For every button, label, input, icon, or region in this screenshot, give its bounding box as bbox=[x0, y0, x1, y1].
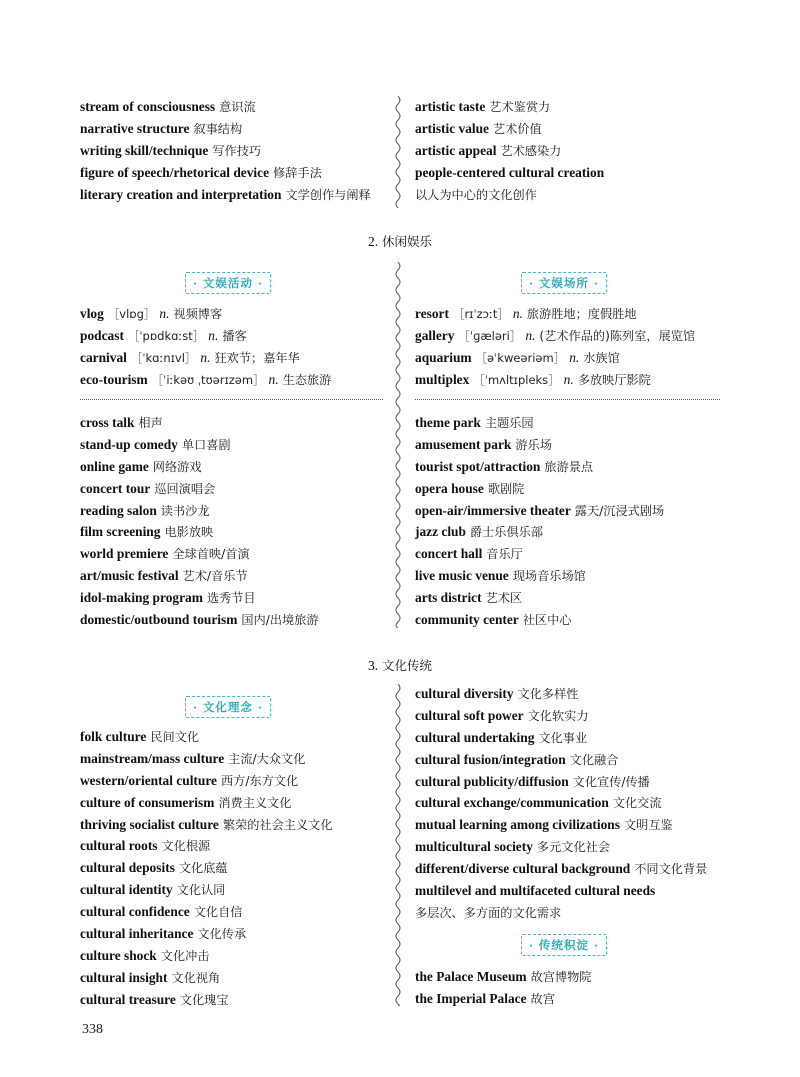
vocab-entry bbox=[80, 369, 380, 391]
vocab-entry bbox=[415, 543, 735, 565]
term-phonetic: ［ˈiːkəʊ ˌtʊərɪzəm］ bbox=[151, 372, 265, 387]
term-english: culture shock bbox=[80, 947, 157, 963]
vocab-entry bbox=[415, 814, 735, 836]
term-chinese: 电影放映 bbox=[164, 525, 214, 540]
term-chinese: 西方/东方文化 bbox=[220, 773, 299, 788]
vocab-entry bbox=[80, 96, 380, 118]
term-english: artistic taste bbox=[415, 99, 486, 114]
term-chinese: 文化交流 bbox=[612, 796, 662, 811]
term-chinese: 文化软实力 bbox=[527, 708, 589, 723]
vocab-entry bbox=[415, 880, 735, 902]
vocab-entry bbox=[415, 456, 735, 478]
term-chinese: 繁荣的社会主义文化 bbox=[222, 817, 333, 832]
term-english: multilevel and multifaceted cultural needs bbox=[415, 883, 656, 899]
category-label-cultural-concepts bbox=[185, 696, 271, 718]
section1-right-list bbox=[415, 96, 735, 205]
term-chinese: 现场音乐场馆 bbox=[512, 569, 586, 584]
vocab-entry bbox=[415, 858, 735, 880]
vocab-entry bbox=[415, 727, 735, 749]
term-english: cross talk bbox=[80, 415, 135, 430]
column-divider-squiggle bbox=[393, 684, 403, 1006]
term-chinese: 消费主义文化 bbox=[218, 795, 292, 810]
section3-right-top-list bbox=[415, 683, 735, 924]
term-english: culture of consumerism bbox=[80, 794, 215, 810]
term-part-of-speech: n. bbox=[525, 327, 536, 343]
term-english: cultural identity bbox=[80, 882, 173, 898]
term-english: carnival bbox=[80, 349, 127, 365]
term-phonetic: ［əˈkweəriəm］ bbox=[475, 350, 566, 365]
category-label-entertainment-venues bbox=[521, 272, 607, 294]
term-chinese: 网络游戏 bbox=[152, 459, 202, 474]
term-chinese: 文化融合 bbox=[569, 752, 619, 767]
term-english: cultural soft power bbox=[415, 707, 524, 723]
term-chinese: 狂欢节；嘉年华 bbox=[214, 350, 300, 365]
term-english: multiplex bbox=[415, 371, 470, 387]
term-chinese: 艺术鉴赏力 bbox=[489, 100, 551, 114]
vocab-entry bbox=[80, 521, 380, 543]
column-divider-squiggle bbox=[393, 262, 403, 628]
page-number: 338 bbox=[82, 1022, 103, 1037]
vocab-entry bbox=[80, 879, 380, 901]
term-chinese: 文化冲击 bbox=[160, 948, 210, 963]
vocab-entry bbox=[415, 749, 735, 771]
term-chinese: 选秀节目 bbox=[206, 591, 256, 606]
vocab-entry bbox=[80, 792, 380, 814]
term-english: the Imperial Palace bbox=[415, 990, 527, 1006]
bullet-dot-icon: · bbox=[529, 279, 534, 290]
term-part-of-speech: n. bbox=[159, 306, 170, 321]
dotted-divider bbox=[80, 399, 383, 400]
term-chinese: 文明互鉴 bbox=[623, 818, 673, 833]
vocab-entry bbox=[80, 989, 380, 1011]
vocab-entry bbox=[80, 456, 380, 478]
term-english: domestic/outbound tourism bbox=[80, 612, 238, 628]
dotted-divider bbox=[415, 399, 720, 400]
term-chinese: 单口喜剧 bbox=[181, 437, 231, 452]
term-english: cultural fusion/integration bbox=[415, 751, 566, 767]
vocab-entry bbox=[80, 901, 380, 923]
vocab-entry bbox=[415, 565, 735, 587]
term-chinese: 全球首映/首演 bbox=[172, 547, 250, 562]
vocab-entry bbox=[415, 609, 735, 631]
vocab-entry bbox=[415, 988, 735, 1010]
term-chinese: 文化宣传/传播 bbox=[572, 774, 650, 789]
term-chinese: 文化事业 bbox=[538, 730, 588, 745]
term-english: people-centered cultural creation bbox=[415, 164, 605, 180]
term-chinese: 多元文化社会 bbox=[536, 840, 611, 855]
category-label-entertainment-activities bbox=[185, 272, 271, 294]
term-english: artistic value bbox=[415, 120, 490, 136]
term-english: concert tour bbox=[80, 480, 151, 496]
term-english: theme park bbox=[415, 415, 481, 430]
term-part-of-speech: n. bbox=[200, 349, 211, 365]
section2-right-top-list bbox=[415, 303, 735, 391]
term-chinese: 写作技巧 bbox=[212, 143, 262, 158]
term-part-of-speech: n. bbox=[268, 371, 279, 387]
term-english: film screening bbox=[80, 524, 161, 540]
term-english: folk culture bbox=[80, 729, 147, 744]
term-english: resort bbox=[415, 306, 449, 321]
term-chinese: 水族馆 bbox=[583, 350, 620, 365]
term-chinese: 文化视角 bbox=[171, 970, 221, 985]
vocab-entry bbox=[80, 434, 380, 456]
section2-left-bottom-list bbox=[80, 412, 380, 631]
term-chinese: 艺术价值 bbox=[493, 121, 542, 136]
category-text: 文娱场所 bbox=[538, 276, 589, 290]
vocab-entry bbox=[415, 162, 735, 184]
term-chinese: 艺术感染力 bbox=[500, 143, 562, 158]
term-phonetic: ［ˈkɑːnɪvl］ bbox=[130, 350, 197, 365]
term-english: narrative structure bbox=[80, 120, 190, 136]
vocab-entry bbox=[80, 184, 380, 206]
term-english: stream of consciousness bbox=[80, 99, 216, 114]
section2-title bbox=[0, 232, 800, 250]
term-chinese: 以人为中心的文化创作 bbox=[415, 187, 537, 202]
vocab-entry bbox=[415, 369, 735, 391]
term-english: amusement park bbox=[415, 436, 512, 452]
term-english: mainstream/mass culture bbox=[80, 750, 225, 766]
term-english: online game bbox=[80, 458, 149, 474]
vocab-entry bbox=[415, 792, 735, 814]
category-text: 文化理念 bbox=[202, 700, 253, 714]
term-english: cultural publicity/diffusion bbox=[415, 773, 569, 789]
vocab-entry bbox=[80, 857, 380, 879]
vocab-entry bbox=[415, 478, 735, 500]
term-chinese: 文化多样性 bbox=[517, 687, 579, 701]
vocab-entry bbox=[80, 587, 380, 609]
category-text: 文娱活动 bbox=[202, 276, 253, 290]
section3-title bbox=[0, 656, 800, 674]
term-chinese: 文化瑰宝 bbox=[179, 992, 229, 1007]
vocab-entry bbox=[80, 923, 380, 945]
term-english: cultural insight bbox=[80, 969, 168, 985]
vocab-entry bbox=[415, 587, 735, 609]
vocab-entry bbox=[415, 902, 735, 924]
term-english: gallery bbox=[415, 327, 455, 343]
term-english: western/oriental culture bbox=[80, 772, 217, 788]
vocab-entry bbox=[80, 412, 380, 434]
section3-number: 3. bbox=[367, 658, 379, 673]
term-english: community center bbox=[415, 612, 519, 628]
vocab-entry bbox=[415, 347, 735, 369]
vocab-entry bbox=[80, 835, 380, 857]
term-chinese: 生态旅游 bbox=[282, 372, 332, 387]
section3-heading: 文化传统 bbox=[382, 658, 433, 673]
vocab-entry bbox=[80, 814, 380, 836]
term-chinese: 故宫 bbox=[530, 991, 555, 1006]
term-english: artistic appeal bbox=[415, 142, 497, 158]
term-english: writing skill/technique bbox=[80, 142, 209, 158]
vocab-entry bbox=[415, 836, 735, 858]
section2-number: 2. bbox=[367, 234, 379, 249]
term-chinese: 旅游景点 bbox=[544, 459, 594, 474]
term-chinese: 文化认同 bbox=[176, 883, 226, 898]
term-english: cultural diversity bbox=[415, 686, 514, 701]
term-part-of-speech: n. bbox=[569, 349, 580, 365]
term-english: podcast bbox=[80, 327, 124, 343]
term-part-of-speech: n. bbox=[208, 327, 219, 343]
term-english: cultural treasure bbox=[80, 991, 176, 1007]
term-english: tourist spot/attraction bbox=[415, 458, 541, 474]
vocab-entry bbox=[415, 771, 735, 793]
term-chinese: 艺术/音乐节 bbox=[182, 569, 248, 584]
vocab-entry bbox=[80, 565, 380, 587]
term-chinese: 文学创作与阐释 bbox=[285, 187, 371, 202]
term-phonetic: ［ˈmʌltɪpleks］ bbox=[473, 372, 560, 387]
term-part-of-speech: n. bbox=[512, 306, 523, 321]
category-text: 传统积淀 bbox=[538, 938, 589, 952]
term-english: vlog bbox=[80, 306, 104, 321]
category-label-traditional-heritage bbox=[521, 934, 607, 956]
term-chinese: 叙事结构 bbox=[193, 121, 243, 136]
term-english: cultural confidence bbox=[80, 904, 190, 920]
term-english: art/music festival bbox=[80, 568, 179, 584]
section3-right-bottom-list bbox=[415, 966, 735, 1010]
term-english: mutual learning among civilizations bbox=[415, 817, 620, 833]
term-chinese: (艺术作品的)陈列室，展览馆 bbox=[539, 328, 696, 343]
term-english: cultural inheritance bbox=[80, 926, 194, 942]
term-english: world premiere bbox=[80, 546, 169, 562]
term-english: cultural roots bbox=[80, 838, 158, 854]
term-phonetic: ［ˈɡæləri］ bbox=[458, 328, 522, 343]
term-english: open-air/immersive theater bbox=[415, 502, 571, 518]
term-chinese: 歌剧院 bbox=[487, 481, 525, 496]
term-chinese: 露天/沉浸式剧场 bbox=[574, 503, 665, 518]
term-chinese: 视频博客 bbox=[173, 307, 223, 321]
term-english: multicultural society bbox=[415, 839, 533, 855]
bullet-dot-icon: · bbox=[257, 703, 263, 714]
vocab-entry bbox=[80, 303, 380, 325]
vocab-entry bbox=[80, 325, 380, 347]
section3-left-list bbox=[80, 726, 380, 1011]
vocab-entry bbox=[80, 500, 380, 522]
term-chinese: 主题乐园 bbox=[484, 416, 534, 430]
term-english: concert hall bbox=[415, 546, 483, 562]
vocab-entry bbox=[415, 434, 735, 456]
vocab-entry bbox=[415, 412, 735, 434]
term-english: reading salon bbox=[80, 502, 157, 518]
term-english: opera house bbox=[415, 480, 484, 496]
term-english: cultural undertaking bbox=[415, 729, 535, 745]
term-chinese: 文化自信 bbox=[193, 905, 243, 920]
vocab-entry bbox=[80, 967, 380, 989]
term-chinese: 多层次、多方面的文化需求 bbox=[415, 905, 562, 920]
section2-right-bottom-list bbox=[415, 412, 735, 631]
section2-left-top-list bbox=[80, 303, 380, 391]
bullet-dot-icon: · bbox=[193, 279, 198, 290]
vocab-entry bbox=[80, 726, 380, 748]
vocab-entry bbox=[415, 325, 735, 347]
vocab-entry bbox=[415, 184, 735, 206]
section2-heading: 休闲娱乐 bbox=[382, 234, 433, 249]
term-chinese: 修辞手法 bbox=[273, 165, 322, 180]
term-chinese: 社区中心 bbox=[522, 613, 572, 628]
term-chinese: 意识流 bbox=[219, 100, 256, 114]
term-phonetic: ［rɪˈzɔːt］ bbox=[452, 307, 509, 321]
vocab-entry bbox=[415, 966, 735, 988]
term-english: cultural exchange/communication bbox=[415, 795, 609, 811]
vocab-entry bbox=[80, 118, 380, 140]
bullet-dot-icon: · bbox=[593, 941, 599, 952]
section1-left-list bbox=[80, 96, 380, 205]
vocab-entry bbox=[80, 162, 380, 184]
term-english: live music venue bbox=[415, 568, 509, 584]
vocab-entry bbox=[80, 478, 380, 500]
term-english: the Palace Museum bbox=[415, 969, 527, 984]
vocab-entry bbox=[80, 347, 380, 369]
vocab-entry bbox=[80, 945, 380, 967]
term-chinese: 文化根源 bbox=[161, 839, 211, 854]
bullet-dot-icon: · bbox=[257, 279, 263, 290]
term-chinese: 播客 bbox=[222, 328, 247, 343]
vocab-entry bbox=[415, 118, 735, 140]
vocab-entry bbox=[415, 521, 735, 543]
term-part-of-speech: n. bbox=[563, 371, 574, 387]
term-phonetic: ［vlɒg］ bbox=[107, 307, 156, 321]
term-chinese: 民间文化 bbox=[150, 730, 200, 744]
term-chinese: 文化底蕴 bbox=[178, 861, 228, 876]
term-chinese: 文化传承 bbox=[197, 927, 247, 942]
term-english: figure of speech/rhetorical device bbox=[80, 164, 270, 180]
term-chinese: 相声 bbox=[138, 416, 163, 430]
term-chinese: 不同文化背景 bbox=[634, 862, 708, 877]
term-english: eco-tourism bbox=[80, 371, 148, 387]
vocab-entry bbox=[415, 96, 735, 118]
term-english: different/diverse cultural background bbox=[415, 861, 631, 877]
vocab-entry bbox=[80, 543, 380, 565]
vocab-entry bbox=[415, 140, 735, 162]
term-english: cultural deposits bbox=[80, 860, 175, 876]
vocab-entry bbox=[415, 683, 735, 705]
term-english: thriving socialist culture bbox=[80, 816, 219, 832]
vocab-entry bbox=[80, 748, 380, 770]
term-chinese: 国内/出境旅游 bbox=[241, 613, 319, 628]
term-chinese: 旅游胜地；度假胜地 bbox=[526, 307, 637, 321]
term-phonetic: ［ˈpɒdkɑːst］ bbox=[127, 328, 205, 343]
term-chinese: 音乐厅 bbox=[486, 547, 523, 562]
column-divider-squiggle bbox=[393, 96, 403, 208]
vocab-entry bbox=[80, 609, 380, 631]
term-english: literary creation and interpretation bbox=[80, 186, 282, 202]
term-english: idol-making program bbox=[80, 590, 203, 606]
vocab-entry bbox=[415, 303, 735, 325]
term-english: jazz club bbox=[415, 524, 466, 540]
term-chinese: 读书沙龙 bbox=[160, 503, 210, 518]
vocab-entry bbox=[80, 140, 380, 162]
term-english: arts district bbox=[415, 590, 482, 606]
term-chinese: 爵士乐俱乐部 bbox=[469, 525, 544, 540]
term-chinese: 游乐场 bbox=[515, 437, 552, 452]
vocab-entry bbox=[80, 770, 380, 792]
bullet-dot-icon: · bbox=[529, 941, 534, 952]
bullet-dot-icon: · bbox=[193, 703, 198, 714]
term-chinese: 主流/大众文化 bbox=[228, 751, 306, 766]
term-chinese: 多放映厅影院 bbox=[577, 372, 651, 387]
vocab-entry bbox=[415, 500, 735, 522]
term-chinese: 艺术区 bbox=[485, 591, 523, 606]
bullet-dot-icon: · bbox=[593, 279, 599, 290]
term-english: stand-up comedy bbox=[80, 436, 178, 452]
term-english: aquarium bbox=[415, 349, 472, 365]
term-chinese: 巡回演唱会 bbox=[154, 481, 216, 496]
term-chinese: 故宫博物院 bbox=[530, 970, 592, 984]
vocab-entry bbox=[415, 705, 735, 727]
